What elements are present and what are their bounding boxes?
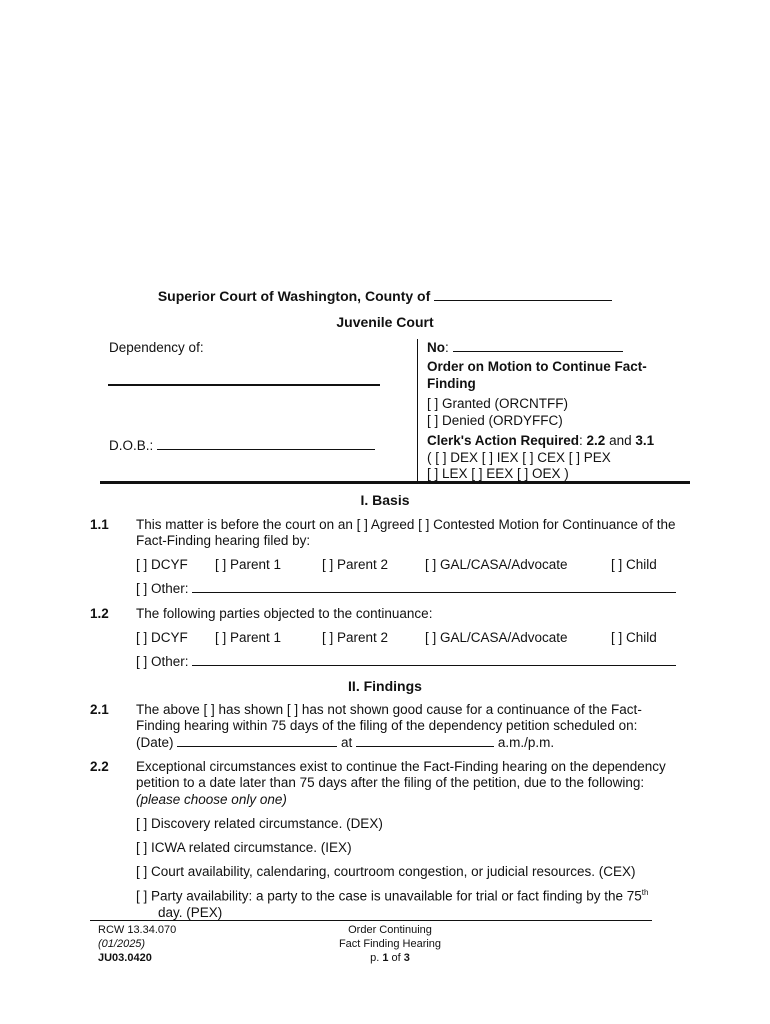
para-2-2-line3: (please choose only one) (136, 792, 287, 807)
objected-parent1[interactable]: [ ] Parent 1 (215, 630, 282, 645)
para-2-1-line1[interactable]: The above [ ] has shown [ ] has not shown good cause for a continuance of the Fact- (136, 702, 642, 717)
case-number-label: No (427, 340, 445, 355)
option-pex-text: [ ] Party availability: a party to the case is unavailable for trial or fact finding by the 75 (136, 888, 642, 904)
case-number-blank[interactable] (453, 351, 623, 352)
filed-by-other-checkbox[interactable]: [ ] Other: (136, 581, 189, 596)
dob-blank[interactable] (157, 449, 375, 450)
para-2-1-line2: Finding hearing within 75 days of the filing of the dependency petition scheduled on: (136, 718, 638, 733)
objected-parent2[interactable]: [ ] Parent 2 (322, 630, 389, 645)
filed-by-parent1[interactable]: [ ] Parent 1 (215, 557, 282, 572)
footer-form-number: JU03.0420 (98, 952, 152, 964)
objected-other-row (136, 654, 676, 669)
clerk-codes-line2[interactable]: [ ] LEX [ ] EEX [ ] OEX ) (427, 466, 569, 481)
caption-divider (417, 339, 418, 482)
date-label: (Date) (136, 735, 174, 750)
time-blank[interactable] (356, 746, 494, 747)
ampm-label: a.m./p.m. (497, 735, 555, 750)
page-number: 1 (382, 952, 389, 964)
para-1-2-line1: The following parties objected to the continuance: (136, 606, 433, 621)
filed-by-other-row (136, 581, 676, 596)
para-2-1-date-row (136, 735, 554, 750)
date-blank[interactable] (177, 746, 337, 747)
footer-rule (90, 920, 652, 921)
denied-checkbox[interactable]: [ ] Denied (ORDYFFC) (427, 413, 563, 428)
case-number-row: No: (427, 340, 623, 355)
court-heading (0, 288, 770, 304)
clerk-codes-line1[interactable]: ( [ ] DEX [ ] IEX [ ] CEX [ ] PEX (427, 450, 611, 465)
clerk-and: and (609, 433, 632, 448)
clerk-section-1: 2.2 (586, 433, 606, 448)
clerk-action-row: Clerk's Action Required: 2.2 and 3.1 (427, 433, 655, 448)
para-1-1-number: 1.1 (90, 517, 109, 532)
option-iex[interactable]: [ ] ICWA related circumstance. (IEX) (136, 840, 352, 855)
footer-title1: Order Continuing (348, 924, 432, 936)
caption-bottom-rule (100, 481, 690, 484)
page-of: of (391, 952, 401, 964)
para-2-2-line1: Exceptional circumstances exist to continue the Fact-Finding hearing on the dependency (136, 759, 666, 774)
filed-by-gal[interactable]: [ ] GAL/CASA/Advocate (425, 557, 568, 572)
option-cex[interactable]: [ ] Court availability, calendaring, courtroom congestion, or judicial resources. (CEX) (136, 864, 636, 879)
filed-by-parent2[interactable]: [ ] Parent 2 (322, 557, 389, 572)
objected-gal[interactable]: [ ] GAL/CASA/Advocate (425, 630, 568, 645)
granted-checkbox[interactable]: [ ] Granted (ORCNTFF) (427, 396, 569, 411)
dob-label: D.O.B.: (109, 438, 154, 453)
footer-page (290, 952, 490, 964)
page-total: 3 (403, 952, 410, 964)
objected-child[interactable]: [ ] Child (611, 630, 657, 645)
para-1-2-number: 1.2 (90, 606, 109, 621)
clerk-action-label: Clerk's Action Required (427, 433, 579, 448)
dob-row (109, 438, 375, 453)
objected-dcyf[interactable]: [ ] DCYF (136, 630, 188, 645)
para-2-1-number: 2.1 (90, 702, 109, 717)
page-prefix: p. (370, 952, 380, 964)
footer-title2: Fact Finding Hearing (338, 938, 442, 950)
option-pex[interactable] (136, 888, 648, 904)
para-2-2-line2: petition to a date later than 75 days after the filing of the petition, due to the following: (136, 775, 645, 790)
option-dex[interactable]: [ ] Discovery related circumstance. (DEX) (136, 816, 383, 831)
footer-rcw: RCW 13.34.070 (98, 924, 177, 936)
clerk-section-2: 3.1 (635, 433, 655, 448)
objected-other-checkbox[interactable]: [ ] Other: (136, 654, 189, 669)
dependency-label: Dependency of: (109, 340, 204, 355)
dependency-name-blank[interactable] (108, 384, 380, 386)
section-basis-heading: I. Basis (360, 492, 410, 508)
order-title-line1: Order on Motion to Continue Fact- (427, 359, 647, 374)
para-1-1-line1[interactable]: This matter is before the court on an [ ] Agreed [ ] Contested Motion for Continuance of the (136, 517, 676, 532)
section-findings-heading: II. Findings (348, 678, 422, 694)
para-2-2-number: 2.2 (90, 759, 109, 774)
order-title-line2: Finding (427, 376, 476, 391)
footer-date: (01/2025) (98, 938, 146, 950)
para-1-1-line2: Fact-Finding hearing filed by: (136, 533, 311, 548)
at-label: at (341, 735, 353, 750)
option-pex-line2: day. (PEX) (158, 905, 223, 920)
option-pex-sup: th (641, 888, 649, 897)
filed-by-child[interactable]: [ ] Child (611, 557, 657, 572)
court-prefix: Superior Court of Washington, County of (157, 288, 431, 304)
filed-by-other-blank[interactable] (192, 592, 676, 593)
filed-by-dcyf[interactable]: [ ] DCYF (136, 557, 188, 572)
court-subheading: Juvenile Court (336, 314, 434, 330)
county-blank[interactable] (434, 300, 612, 301)
objected-other-blank[interactable] (192, 665, 676, 666)
